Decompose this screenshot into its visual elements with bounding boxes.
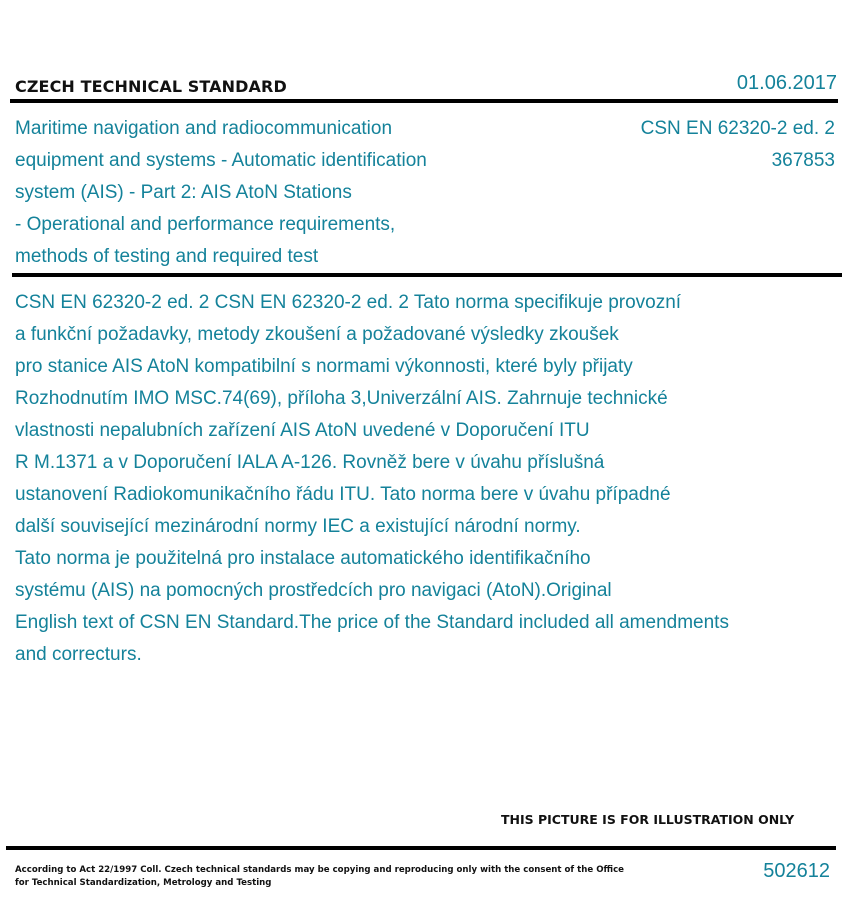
- title-line: methods of testing and required test: [15, 246, 319, 267]
- abstract-line: CSN EN 62320-2 ed. 2 CSN EN 62320-2 ed. 2 Tato norma specifikuje provozní: [15, 292, 682, 313]
- standard-designation: CSN EN 62320-2 ed. 2: [640, 118, 835, 139]
- abstract-line: pro stanice AIS AtoN kompatibilní s normami výkonnosti, které byly přijaty: [15, 356, 633, 377]
- abstract-line: další související mezinárodní normy IEC a existující národní normy.: [15, 516, 581, 537]
- abstract-line: Tato norma je použitelná pro instalace automatického identifikačního: [15, 548, 591, 569]
- legal-line: for Technical Standardization, Metrology and Testing: [15, 878, 272, 888]
- abstract-line: Rozhodnutím IMO MSC.74(69), příloha 3,Univerzální AIS. Zahrnuje technické: [15, 388, 668, 409]
- abstract-line: R M.1371 a v Doporučení IALA A-126. Rovněž bere v úvahu příslušná: [15, 452, 605, 473]
- abstract-line: ustanovení Radiokomunikačního řádu ITU. Tato norma bere v úvahu případné: [15, 484, 671, 505]
- title-line: system (AIS) - Part 2: AIS AtoN Stations: [15, 182, 352, 203]
- legal-line: According to Act 22/1997 Coll. Czech technical standards may be copying and reproducing only with the consent of the Office: [15, 865, 625, 875]
- footer-divider: [6, 846, 836, 850]
- abstract-line: and correcturs.: [15, 644, 142, 665]
- catalog-id: 367853: [771, 150, 835, 171]
- abstract-line: vlastnosti nepalubních zařízení AIS AtoN uvedené v Doporučení ITU: [15, 420, 590, 441]
- title-line: Maritime navigation and radiocommunication: [15, 118, 393, 139]
- document-identifiers: [641, 113, 835, 177]
- footer-number: 502612: [763, 860, 830, 882]
- abstract-text: [15, 287, 845, 671]
- title-line: equipment and systems - Automatic identification: [15, 150, 427, 171]
- abstract-line: systému (AIS) na pomocných prostředcích pro navigaci (AtoN).Original: [15, 580, 612, 601]
- header-divider: [10, 99, 838, 103]
- illustration-note: THIS PICTURE IS FOR ILLUSTRATION ONLY: [501, 812, 795, 827]
- standard-title: [15, 113, 535, 273]
- abstract-line: English text of CSN EN Standard.The price of the Standard included all amendments: [15, 612, 729, 633]
- document-type-label: CZECH TECHNICAL STANDARD: [15, 77, 287, 96]
- title-line: - Operational and performance requirements,: [15, 214, 396, 235]
- title-divider: [12, 273, 842, 277]
- publication-date: 01.06.2017: [736, 72, 837, 94]
- abstract-line: a funkční požadavky, metody zkoušení a požadované výsledky zkoušek: [15, 324, 619, 345]
- legal-notice: [15, 864, 625, 890]
